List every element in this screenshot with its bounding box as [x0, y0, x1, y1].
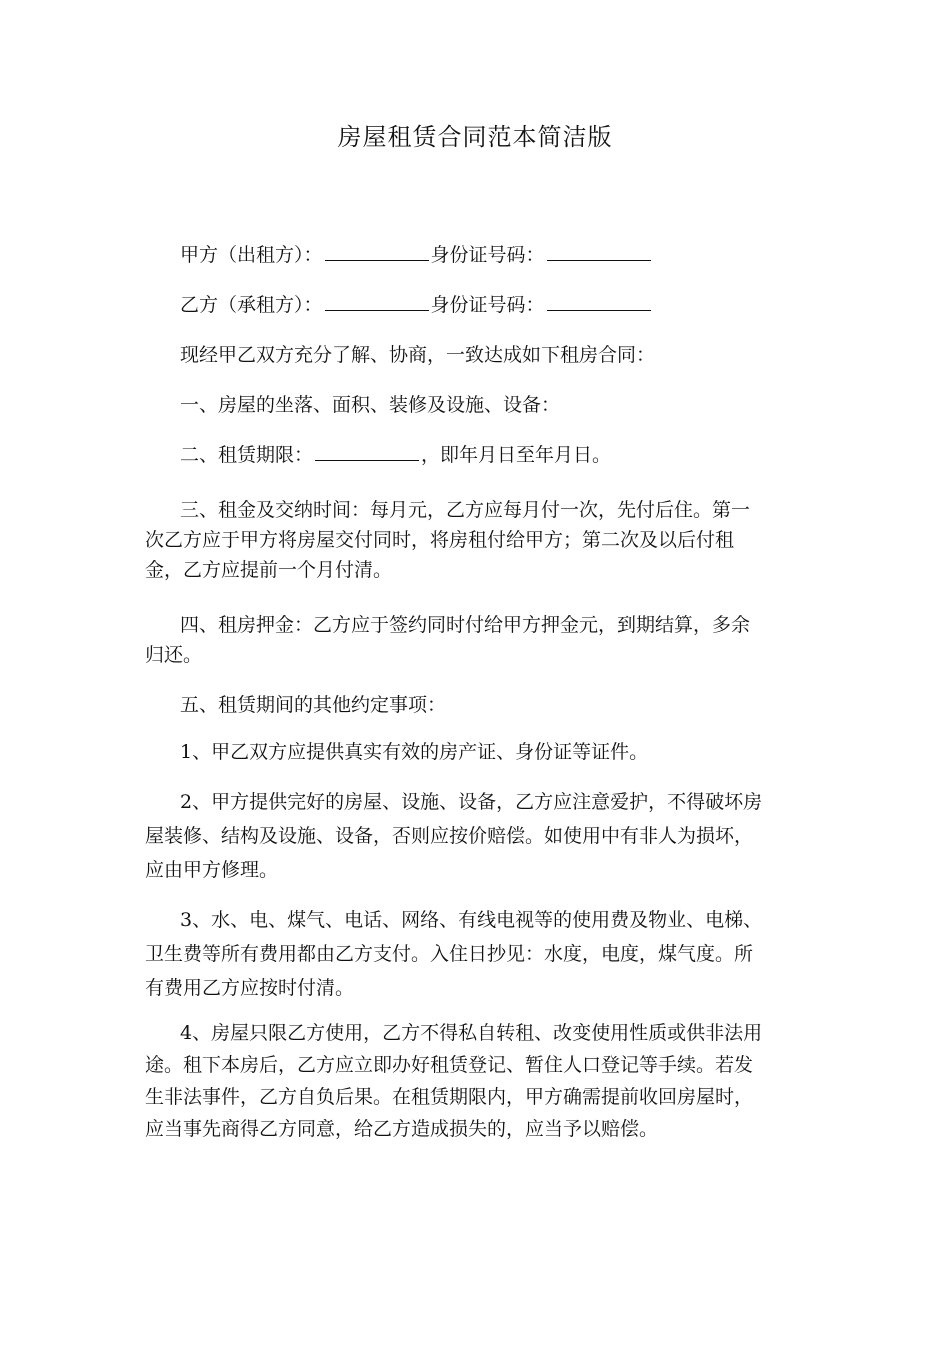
party-b-id-blank	[547, 292, 651, 311]
section-2-suffix: ，即年月日至年月日。	[421, 444, 612, 466]
party-b-line	[180, 290, 653, 320]
section-1: 一、房屋的坐落、面积、装修及设施、设备：	[180, 394, 561, 416]
party-b-label: 乙方（承租方）：	[180, 294, 323, 316]
section-4: 四、租房押金：乙方应于签约同时付给甲方押金元，到期结算，多余归还。	[145, 614, 751, 666]
document-title: 房屋租赁合同范本简洁版	[337, 123, 613, 151]
party-b-id-label: 身份证号码：	[430, 294, 545, 316]
intro-line: 现经甲乙双方充分了解、协商，一致达成如下租房合同：	[180, 344, 656, 366]
item-2: 2、甲方提供完好的房屋、设施、设备，乙方应注意爱护，不得破坏房屋装修、结构及设施、设备，否则应按价赔偿。如使用中有非人为损坏，应由甲方修理。	[145, 791, 763, 881]
item-1: 1、甲乙双方应提供真实有效的房产证、身份证等证件。	[180, 741, 649, 763]
lease-term-blank	[315, 442, 419, 461]
section-5: 五、租赁期间的其他约定事项：	[180, 694, 447, 716]
party-a-name-blank	[325, 242, 429, 261]
party-a-line	[180, 240, 653, 270]
party-a-label: 甲方（出租方）：	[180, 244, 323, 266]
party-a-id-label: 身份证号码：	[430, 244, 545, 266]
party-b-name-blank	[325, 292, 429, 311]
item-4: 4、房屋只限乙方使用，乙方不得私自转租、改变使用性质或供非法用途。租下本房后，乙方应立即办好租赁登记、暂住人口登记等手续。若发生非法事件，乙方自负后果。在租赁期限内，甲方确需提前收回房屋时，应当事先商得乙方同意，给乙方造成损失的，应当予以赔偿。	[145, 1022, 763, 1140]
party-a-id-blank	[547, 242, 651, 261]
section-3: 三、租金及交纳时间：每月元，乙方应每月付一次，先付后住。第一次乙方应于甲方将房屋交付同时，将房租付给甲方；第二次及以后付租金，乙方应提前一个月付清。	[145, 499, 751, 581]
section-2	[180, 440, 611, 470]
item-3: 3、水、电、煤气、电话、网络、有线电视等的使用费及物业、电梯、卫生费等所有费用都由乙方支付。入住日抄见：水度，电度，煤气度。所有费用乙方应按时付清。	[145, 909, 763, 999]
section-2-prefix: 二、租赁期限：	[180, 444, 314, 466]
